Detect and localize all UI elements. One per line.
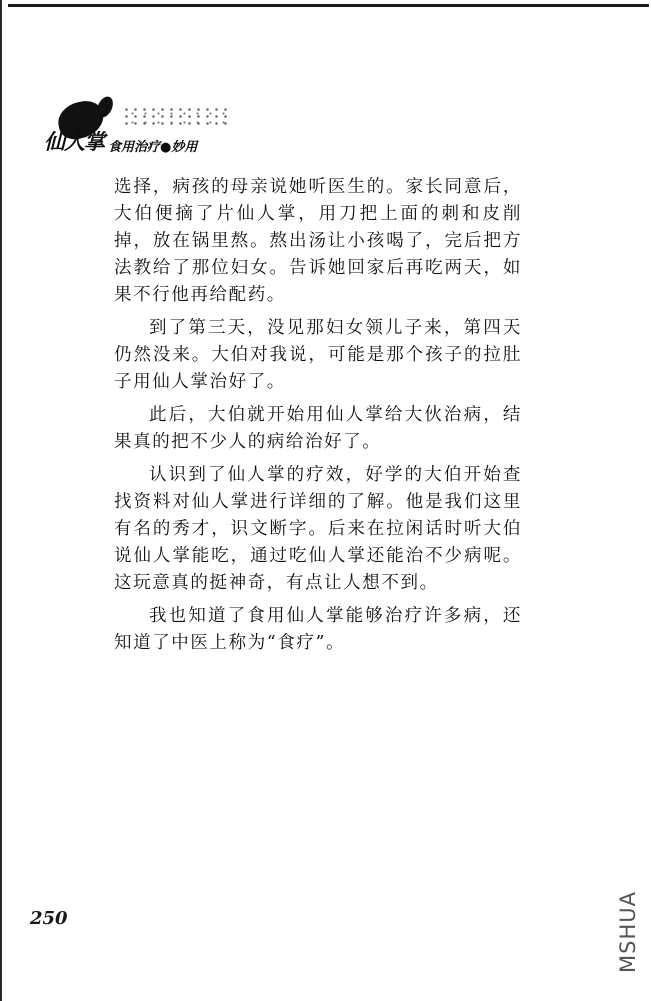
paragraph: 选择，病孩的母亲说她听医生的。家长同意后，大伯便摘了片仙人掌，用刀把上面的刺和皮削掉，放在锅里熬。熬出汤让小孩喝了，完后把方法教给了那位妇女。告诉她回家后再吃两天，如果不行他再给配药。 xyxy=(114,177,522,305)
running-head xyxy=(44,96,244,166)
paragraph: 我也知道了食用仙人掌能够治疗许多病，还知道了中医上称为“食疗”。 xyxy=(114,606,522,653)
watermark-text: MSHUA xyxy=(616,891,640,973)
page-edge xyxy=(0,0,2,1001)
watermark xyxy=(615,877,641,987)
decorative-specks xyxy=(122,106,232,126)
top-rule xyxy=(8,4,649,7)
body-text xyxy=(114,174,522,663)
page-number: 250 xyxy=(30,908,68,929)
paragraph: 此后，大伯就开始用仙人掌给大伙治病，结果真的把不少人的病给治好了。 xyxy=(114,405,522,452)
paragraph: 到了第三天，没见那妇女领儿子来，第四天仍然没来。大伯对我说，可能是那个孩子的拉肚子用仙人掌治好了。 xyxy=(114,318,522,392)
running-head-subtitle: 食用治疗●妙用 xyxy=(108,140,198,155)
paragraph: 认识到了仙人掌的疗效，好学的大伯开始查找资料对仙人掌进行详细的了解。他是我们这里有名的秀才，识文断字。后来在拉闲话时听大伯说仙人掌能吃，通过吃仙人掌还能治不少病呢。这玩意真的挺神奇，有点让人想不到。 xyxy=(114,465,522,593)
running-head-title: 仙人掌 xyxy=(44,129,104,154)
